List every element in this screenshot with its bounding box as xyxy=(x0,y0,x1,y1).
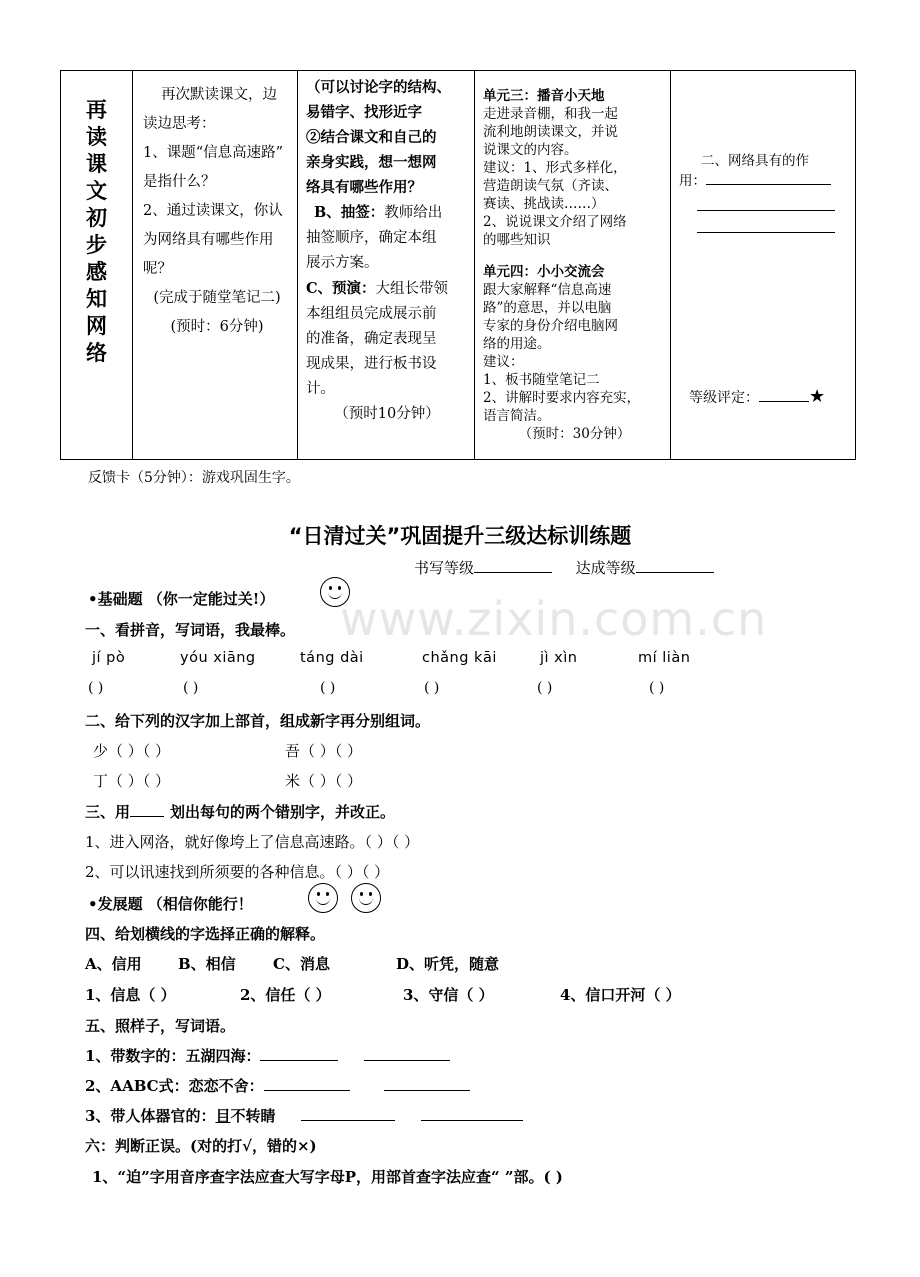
q4-item[interactable]: 2、信任（ ） xyxy=(240,986,331,1004)
pinyin-5: jì xìn xyxy=(540,650,578,666)
unit4-line: 络的用途。 xyxy=(483,336,551,352)
smiley-icon xyxy=(308,883,338,913)
units-cell xyxy=(475,71,671,460)
writing-grade-blank[interactable] xyxy=(474,572,552,573)
q4-item[interactable]: 1、信息（ ） xyxy=(85,986,176,1004)
task-note: (完成于随堂笔记二) xyxy=(153,290,281,306)
title-char: 文 xyxy=(86,179,107,203)
unit3-line: 2、说说课文介绍了网络 xyxy=(483,214,627,230)
q4-item[interactable]: 3、守信（ ） xyxy=(403,986,494,1004)
smiley-icon xyxy=(320,577,350,607)
task-line: 再次默读课文，边 xyxy=(161,87,277,103)
watermark: www.zixin.com.cn xyxy=(340,592,768,646)
feedback-card: 反馈卡（5分钟）：游戏巩固生字。 xyxy=(88,470,300,486)
answer-question: 二、网络具有的作 xyxy=(701,153,809,169)
q2-blank[interactable]: （ ）（ ） xyxy=(300,742,363,760)
q3-title-end: 划出每句的两个错别字，并改正。 xyxy=(170,803,396,821)
smiley-icon xyxy=(351,883,381,913)
q3-sentence-2: 2、可以讯速找到所须要的各种信息。（ ）（ ） xyxy=(85,863,390,881)
task-line: 为网络具有哪些作用 xyxy=(143,232,274,248)
q6-sentence-1: 1、“迫”字用音序查字法应查大写字母P，用部首查字法应查“ ”部。( ) xyxy=(92,1168,563,1186)
page-title: “日清过关”巩固提升三级达标训练题 xyxy=(288,524,632,548)
task-line: 1、课题“信息高速路” xyxy=(143,145,284,161)
q2-char: 吾 xyxy=(285,742,301,760)
answer-blank[interactable] xyxy=(697,210,835,211)
grade-row xyxy=(414,557,714,578)
step-b-label: B、抽签： xyxy=(314,204,385,221)
q6-title: 六：判断正误。(对的打√，错的×) xyxy=(85,1137,317,1155)
q5-blank[interactable] xyxy=(301,1120,395,1121)
dev-header: •发展题 （相信你能行！ xyxy=(88,895,253,913)
answer-blank[interactable] xyxy=(697,232,835,233)
answer-blank[interactable] xyxy=(706,184,831,185)
q5-blank[interactable] xyxy=(384,1090,470,1091)
q2-title: 二、给下列的汉字加上部首，组成新字再分别组词。 xyxy=(85,712,431,730)
q2-char: 少 xyxy=(93,742,109,760)
writing-grade-label: 书写等级 xyxy=(414,559,475,577)
q5-blank[interactable] xyxy=(260,1060,338,1061)
q5-blank[interactable] xyxy=(421,1120,523,1121)
task-line: 是指什么？ xyxy=(143,174,216,190)
title-char: 步 xyxy=(86,233,107,257)
achieve-grade-label: 达成等级 xyxy=(575,559,636,577)
q2-blank[interactable]: （ ）（ ） xyxy=(108,772,171,790)
answer-box[interactable]: ( ) xyxy=(649,680,665,696)
unit4-line: 路”的意思，并以电脑 xyxy=(483,300,612,316)
discussion-line: （可以讨论字的结构、 xyxy=(306,79,451,96)
reading-task-cell xyxy=(133,71,298,460)
discussion-cell xyxy=(298,71,475,460)
answer-cell xyxy=(671,71,856,460)
star-icon: ★ xyxy=(809,386,826,407)
q4-item[interactable]: 4、信口开河（ ） xyxy=(560,986,681,1004)
discussion-line: 易错字、找形近字 xyxy=(306,104,422,121)
step-c-line: 的准备，确定表现呈 xyxy=(306,331,437,347)
q5-prompt: 1、带数字的：五湖四海： xyxy=(85,1047,261,1065)
step-b-line: 展示方案。 xyxy=(306,255,379,271)
q5-title: 五、照样子，写词语。 xyxy=(85,1017,236,1035)
answer-box[interactable]: ( ) xyxy=(537,680,553,696)
q5-row-3 xyxy=(85,1105,523,1126)
answer-box[interactable]: ( ) xyxy=(320,680,336,696)
q5-row-2 xyxy=(85,1075,470,1096)
q4-option: D、听凭，随意 xyxy=(396,955,500,973)
answer-question-end: 用： xyxy=(679,173,706,189)
q3-sentence-1: 1、进入网洛，就好像垮上了信息高速路。（ ）（ ） xyxy=(85,833,420,851)
q5-underlined-char: 目 xyxy=(215,1107,231,1125)
unit3-line: 流利地朗读课文，并说 xyxy=(483,124,618,140)
answer-box[interactable]: ( ) xyxy=(183,680,199,696)
title-char: 再 xyxy=(86,98,107,122)
unit4-line: 1、板书随堂笔记二 xyxy=(483,372,600,388)
task-line: 2、通过读课文，你认 xyxy=(143,203,283,219)
unit3-line: 赛读、挑战读……） xyxy=(483,196,605,212)
unit4-line: 语言简洁。 xyxy=(483,408,551,424)
underline-sample xyxy=(130,816,164,817)
unit4-line: 建议： xyxy=(483,354,524,370)
discussion-line: 络具有哪些作用？ xyxy=(306,179,422,196)
q5-blank[interactable] xyxy=(364,1060,450,1061)
unit3-line: 说课文的内容。 xyxy=(483,142,578,158)
q5-blank[interactable] xyxy=(264,1090,350,1091)
grade-label: 等级评定： xyxy=(689,390,759,406)
pinyin-4: chǎng kāi xyxy=(422,650,497,666)
basic-header: •基础题 （你一定能过关!） xyxy=(88,590,275,608)
q4-title: 四、给划横线的字选择正确的解释。 xyxy=(85,925,326,943)
unit3-title: 单元三：播音小天地 xyxy=(483,88,605,104)
title-char: 网 xyxy=(86,314,107,338)
answer-box[interactable]: ( ) xyxy=(88,680,104,696)
title-char: 络 xyxy=(86,341,107,365)
q2-blank[interactable]: （ ）（ ） xyxy=(300,772,363,790)
pinyin-3: táng dài xyxy=(300,650,364,666)
pinyin-2: yóu xiāng xyxy=(180,650,256,666)
unit4-line: 专家的身份介绍电脑网 xyxy=(483,318,618,334)
q1-title: 一、看拼音，写词语，我最棒。 xyxy=(85,621,296,639)
discussion-line: ②结合课文和自己的 xyxy=(306,129,437,146)
step-c-line: 本组组员完成展示前 xyxy=(306,306,437,322)
title-char: 感 xyxy=(86,260,107,284)
q3-title xyxy=(85,801,395,822)
q2-char: 丁 xyxy=(93,772,109,790)
section-title-cell xyxy=(61,71,133,460)
title-char: 读 xyxy=(86,125,107,149)
pinyin-1: jí pò xyxy=(92,650,126,666)
unit4-line: 跟大家解释“信息高速 xyxy=(483,282,612,298)
q4-option: B、相信 xyxy=(178,955,236,973)
title-char: 课 xyxy=(86,152,107,176)
title-char: 知 xyxy=(86,287,107,311)
unit4-title: 单元四：小小交流会 xyxy=(483,264,605,280)
unit3-line: 营造朗读气氛（齐读、 xyxy=(483,178,618,194)
grade-blank[interactable] xyxy=(759,401,809,402)
unit3-line: 走进录音棚，和我一起 xyxy=(483,106,618,122)
discussion-line: 亲身实践，想一想网 xyxy=(306,154,437,171)
q4-option: A、信用 xyxy=(85,955,142,973)
lesson-table xyxy=(60,70,856,460)
q2-char: 米 xyxy=(285,772,301,790)
discussion-time: （预时10分钟） xyxy=(334,406,440,422)
units-time: （预时：30分钟） xyxy=(518,426,631,442)
q4-option: C、消息 xyxy=(273,955,330,973)
task-line: 读边思考： xyxy=(143,116,216,132)
achieve-grade-blank[interactable] xyxy=(636,572,714,573)
q2-blank[interactable]: （ ）（ ） xyxy=(108,742,171,760)
step-c-line: 计。 xyxy=(306,381,335,397)
step-b-line: 抽签顺序，确定本组 xyxy=(306,230,437,246)
unit4-line: 2、讲解时要求内容充实， xyxy=(483,390,641,406)
title-char: 初 xyxy=(86,206,107,230)
step-c-line: 现成果，进行板书设 xyxy=(306,356,437,372)
step-b-text: 教师给出 xyxy=(384,205,443,221)
answer-box[interactable]: ( ) xyxy=(424,680,440,696)
q5-row-1 xyxy=(85,1045,450,1066)
task-time: (预时：6分钟) xyxy=(170,319,264,335)
q5-prompt: 3、带人体器官的： xyxy=(85,1107,216,1125)
task-line: 呢？ xyxy=(143,261,172,277)
step-c-label: C、预演： xyxy=(306,280,376,297)
q3-title-start: 三、用 xyxy=(85,803,131,821)
unit3-line: 建议：1、形式多样化， xyxy=(483,160,627,176)
q5-prompt: 2、AABC式：恋恋不舍： xyxy=(85,1077,264,1095)
vertical-title xyxy=(61,71,132,367)
pinyin-6: mí liàn xyxy=(638,650,691,666)
unit3-line: 的哪些知识 xyxy=(483,232,551,248)
step-c-text: 大组长带领 xyxy=(375,281,449,297)
q5-prompt-end: 不转睛 xyxy=(230,1107,276,1125)
